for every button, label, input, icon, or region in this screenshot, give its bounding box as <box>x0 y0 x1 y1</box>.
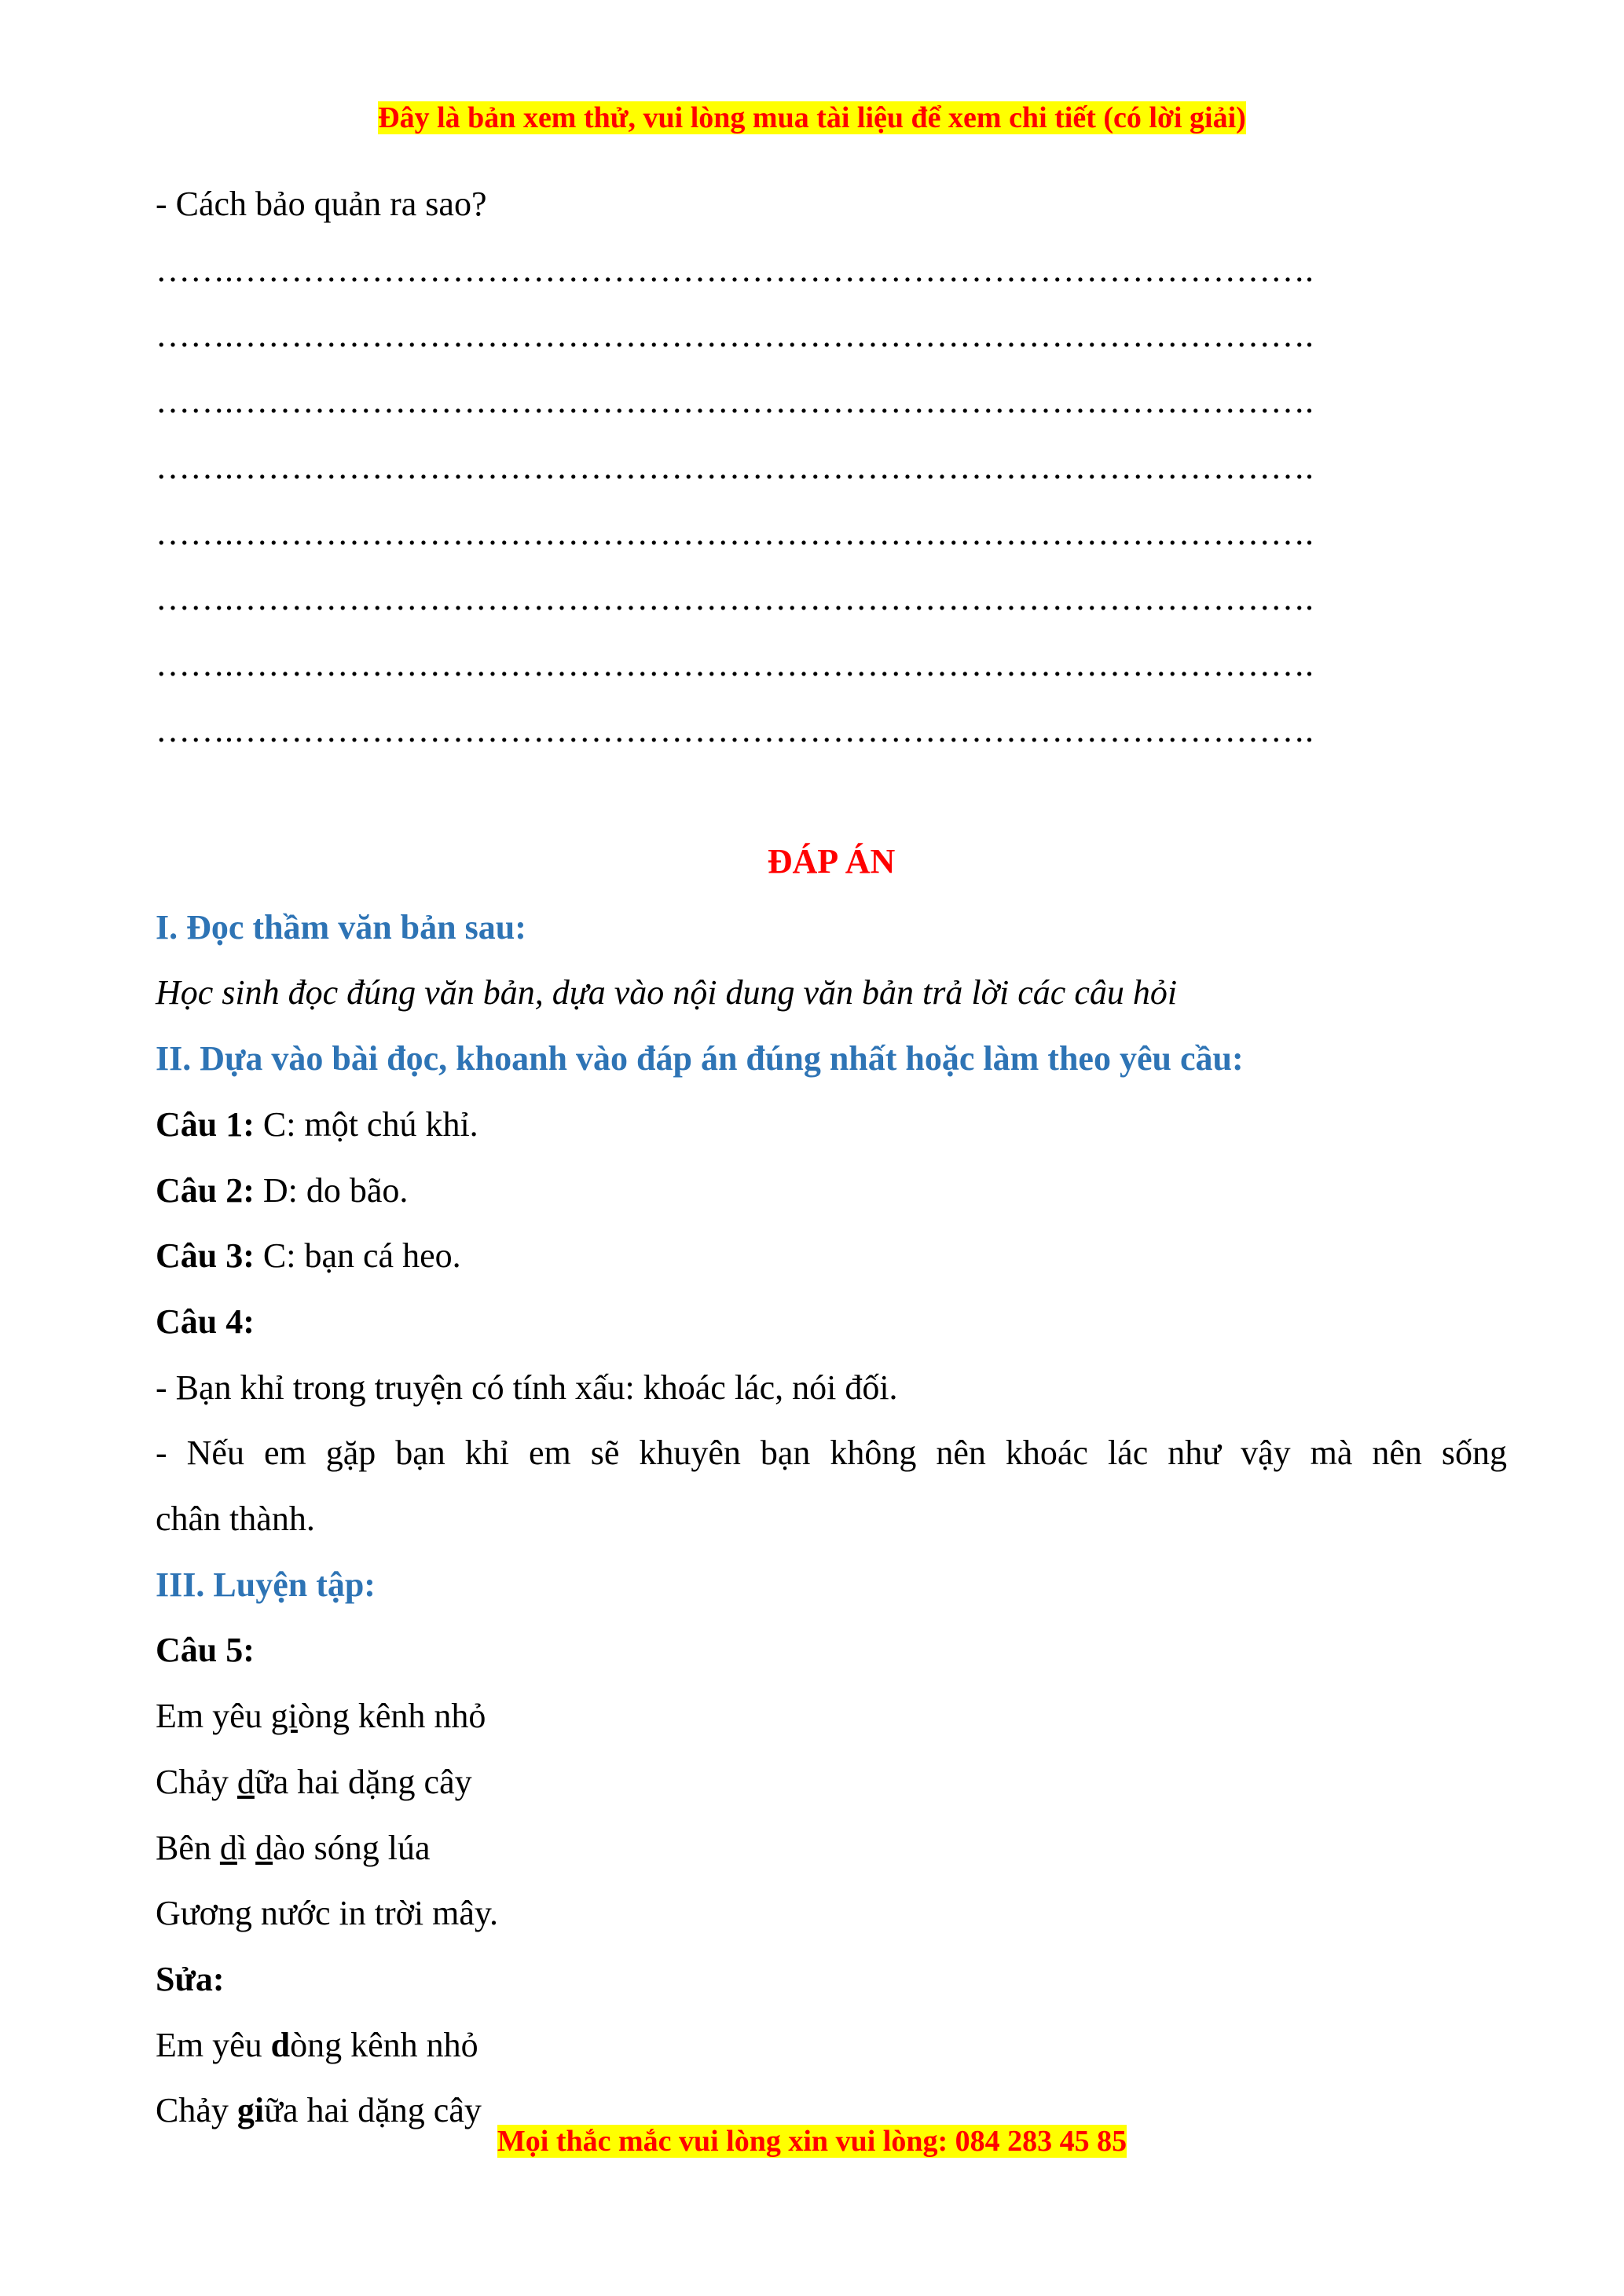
q4-line-1: - Bạn khỉ trong truyện có tính xấu: khoác lác, nói đối. <box>156 1368 898 1407</box>
poem-line-3 <box>156 1815 1507 1881</box>
q4-line-2: - Nếu em gặp bạn khỉ em sẽ khuyên bạn không nên khoác lác như vậy mà nên sống <box>156 1434 1507 1473</box>
document-body <box>156 171 1507 2144</box>
section-1-note: Học sinh đọc đúng văn bản, dựa vào nội dung văn bản trả lời các câu hỏi <box>156 973 1178 1013</box>
answer-dot-line: …….…………………………………………………………………………………. <box>156 513 1314 552</box>
answer-key-title: ĐÁP ÁN <box>767 842 896 881</box>
section-1-heading: I. Đọc thầm văn bản sau: <box>156 907 526 947</box>
poem-text: ì <box>236 1828 256 1867</box>
poem-error: d <box>219 1828 237 1867</box>
poem-text: Chảy <box>156 2091 237 2130</box>
poem-text: ào sóng lúa <box>273 1828 431 1867</box>
section-2-heading: II. Dựa vào bài đọc, khoanh vào đáp án đúng nhất hoặc làm theo yêu cầu: <box>156 1039 1244 1078</box>
q2-answer: D: do bão. <box>254 1170 409 1210</box>
poem-text: Chảy <box>156 1762 237 1801</box>
fix-label: Sửa: <box>156 1959 225 1998</box>
poem-line-1 <box>156 1683 1507 1749</box>
preview-banner <box>0 96 1624 140</box>
q3-answer: C: bạn cá heo. <box>254 1236 461 1276</box>
poem-correction: d <box>270 2025 291 2064</box>
fixed-line-1 <box>156 2012 1507 2078</box>
poem-line-2 <box>156 1749 1507 1815</box>
contact-banner <box>0 2119 1624 2163</box>
answer-dot-line: …….…………………………………………………………………………………. <box>156 447 1314 486</box>
poem-text: ữa hai dặng cây <box>264 2091 482 2130</box>
preview-banner-text: Đây là bản xem thử, vui lòng mua tài liệu để xem chi tiết (có lời giải) <box>378 101 1246 134</box>
answer-dot-line: …….…………………………………………………………………………………. <box>156 644 1314 683</box>
poem-text: ữa hai dặng cây <box>254 1762 472 1801</box>
q4-label: Câu 4: <box>156 1302 255 1341</box>
q1-label: Câu 1: <box>156 1104 255 1144</box>
poem-error: d <box>255 1828 273 1867</box>
poem-text: Em yêu <box>156 1697 271 1736</box>
poem-correction: gi <box>236 2091 265 2130</box>
poem-error: d <box>236 1762 255 1801</box>
answer-dot-line: …….…………………………………………………………………………………. <box>156 250 1314 289</box>
poem-text: òng kênh nhỏ <box>297 1697 486 1736</box>
blank-line <box>156 763 1507 829</box>
answer-dot-line: …….…………………………………………………………………………………. <box>156 579 1314 618</box>
contact-banner-text: Mọi thắc mắc vui lòng xin vui lòng: 084 283 45 85 <box>497 2125 1127 2158</box>
q2-label: Câu 2: <box>156 1170 255 1210</box>
q3-label: Câu 3: <box>156 1236 255 1276</box>
section-3-heading: III. Luyện tập: <box>156 1565 376 1604</box>
poem-text: òng kênh nhỏ <box>290 2025 478 2064</box>
poem-text: Em yêu <box>156 2025 271 2064</box>
answer-q2 <box>156 1158 1507 1224</box>
answer-dot-line: …….…………………………………………………………………………………. <box>156 710 1314 749</box>
q4-line-3: chân thành. <box>156 1500 315 1539</box>
q1-answer: C: một chú khỉ. <box>254 1104 478 1144</box>
question-line: - Cách bảo quản ra sao? <box>156 185 487 223</box>
answer-dot-line: …….…………………………………………………………………………………. <box>156 316 1314 355</box>
q5-label: Câu 5: <box>156 1631 255 1670</box>
answer-q3 <box>156 1223 1507 1289</box>
poem-error: gi <box>270 1697 298 1736</box>
poem-line-4: Gương nước in trời mây. <box>156 1894 499 1933</box>
answer-q1 <box>156 1092 1507 1158</box>
answer-dot-line: …….…………………………………………………………………………………. <box>156 382 1314 421</box>
poem-text: Bên <box>156 1828 220 1867</box>
